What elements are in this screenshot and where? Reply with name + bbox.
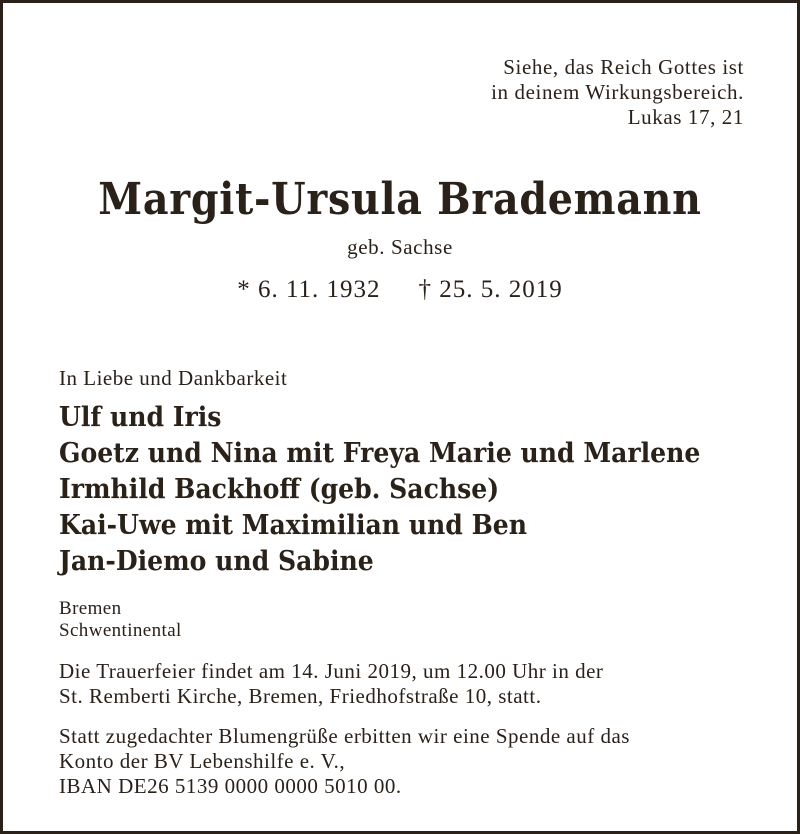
life-dates [0,275,800,305]
mourner-line: Ulf und Iris [59,402,222,433]
verse-reference: Lukas 17, 21 [627,105,744,129]
mourner-line: Irmhild Backhoff (geb. Sachse) [59,474,500,505]
verse-line-1: Siehe, das Reich Gottes ist [503,55,744,79]
place-line: Schwentinental [59,620,182,641]
donation-line-1: Statt zugedachter Blumengrüße erbitten wir eine Spende auf das [59,724,630,748]
funeral-line-2: St. Remberti Kirche, Bremen, Friedhofstraße 10, statt. [59,684,542,708]
funeral-line-1: Die Trauerfeier findet am 14. Juni 2019, um 12.00 Uhr in der [59,659,604,683]
donation-notice [59,724,630,799]
funeral-notice [59,659,603,709]
death-date: † 25. 5. 2019 [418,276,563,303]
donation-iban: IBAN DE26 5139 0000 0000 5010 00. [59,774,402,798]
bible-verse [491,55,744,130]
place-line: Bremen [59,598,122,619]
mourner-places [59,598,182,642]
mourners-list [59,400,700,580]
birth-date: * 6. 11. 1932 [237,276,381,303]
deceased-name: Margit-Ursula Brademann [98,174,702,225]
maiden-name: geb. Sachse [347,235,453,259]
donation-line-2: Konto der BV Lebenshilfe e. V., [59,749,346,773]
verse-line-2: in deinem Wirkungsbereich. [491,80,744,104]
mourner-line: Kai-Uwe mit Maximilian und Ben [59,510,528,541]
mourner-line: Jan-Diemo und Sabine [59,546,374,577]
mourner-line: Goetz und Nina mit Freya Marie und Marlene [59,438,701,469]
mourners-intro: In Liebe und Dankbarkeit [59,366,288,390]
